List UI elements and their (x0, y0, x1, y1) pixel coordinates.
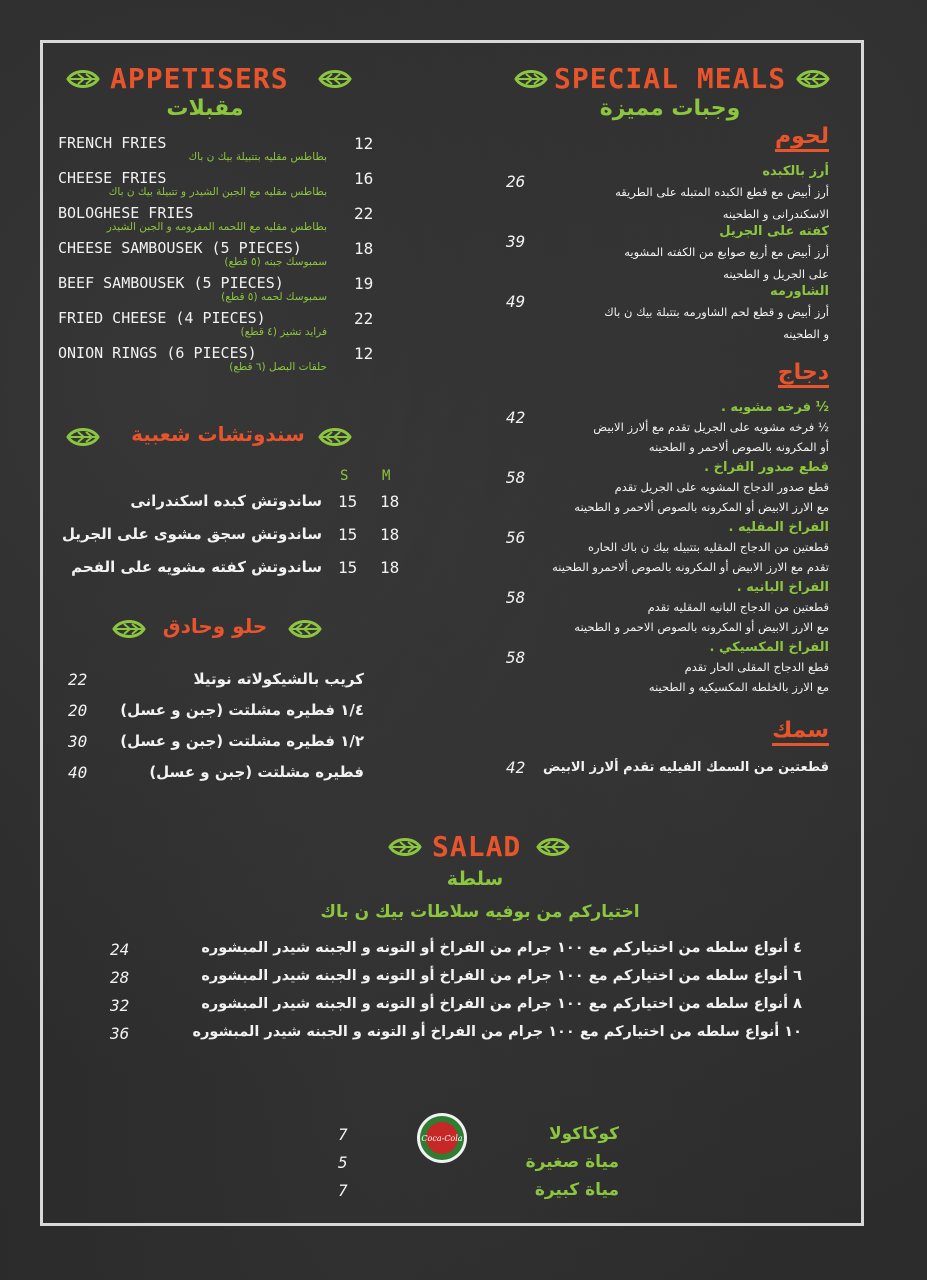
sandwich-name: ساندوتش سجق مشوى على الجريل (62, 525, 322, 543)
desserts-title: حلو وحادق (162, 614, 268, 638)
coca-cola-logo-text: Coca-Cola (421, 1134, 463, 1143)
salad-option: ٨ أنواع سلطه من اختياركم مع ١٠٠ جرام من الفراخ أو التونه و الجبنه شيدر المبشوره (201, 996, 802, 1012)
meal-description: أو المكرونه بالصوص ألاحمر و الطحينه (648, 440, 829, 454)
sandwich-price-m: 18 (380, 525, 400, 544)
leaf-icon (288, 618, 322, 640)
sandwich-price-s: 15 (338, 558, 358, 577)
leaf-icon (388, 836, 422, 858)
appetiser-price: 18 (354, 239, 374, 258)
dessert-name: كريب بالشيكولاته نوتيلا (193, 670, 364, 688)
meal-description: أرز أبيض و قطع لحم الشاورمه بتتبلة بيك ن باك (604, 305, 829, 319)
dessert-name: فطيره مشلتت (جبن و عسل) (149, 763, 364, 781)
appetiser-name: CHEESE SAMBOUSEK (5 PIECES) (58, 239, 302, 257)
meal-title: الشاورمه (770, 284, 829, 299)
appetisers-title-ar: مقبلات (166, 96, 244, 121)
meal-price: 58 (506, 648, 526, 667)
appetiser-price: 19 (354, 274, 374, 293)
drink-name: مياة كبيرة (534, 1180, 619, 1200)
leaf-icon (112, 618, 146, 640)
salad-option: ٦ أنواع سلطه من اختياركم مع ١٠٠ جرام من الفراخ أو التونه و الجبنه شيدر المبشوره (201, 968, 802, 984)
leaf-icon (66, 68, 100, 90)
drink-price: 7 (338, 1125, 348, 1144)
dessert-name: ١/٢ فطيره مشلتت (جبن و عسل) (120, 732, 364, 750)
chicken-heading: دجاج (778, 360, 829, 388)
appetiser-price: 12 (354, 134, 374, 153)
salad-title-ar: سلطة (446, 868, 504, 890)
meal-price: 42 (506, 408, 526, 427)
leaf-icon (796, 68, 830, 90)
meal-description: الاسكندرانى و الطحينه (722, 207, 829, 221)
appetiser-arabic: سمبوسك جبنه (٥ قطع) (224, 256, 327, 268)
leaf-icon (66, 426, 100, 448)
drink-price: 5 (338, 1153, 348, 1172)
coca-cola-logo (416, 1112, 468, 1164)
dessert-price: 20 (68, 701, 88, 720)
meal-price: 58 (506, 468, 526, 487)
appetisers-title-en: APPETISERS (110, 62, 289, 95)
meal-description: ½ فرخه مشويه على الجريل تقدم مع ألارز الابيض (593, 420, 829, 434)
appetiser-price: 22 (354, 204, 374, 223)
drink-name: مياة صغيرة (525, 1152, 619, 1172)
salad-price: 36 (110, 1024, 130, 1043)
salad-price: 32 (110, 996, 130, 1015)
meat-heading: لحوم (775, 124, 829, 152)
meal-title: الفراخ البانيه . (736, 580, 829, 595)
leaf-icon (514, 68, 548, 90)
meal-title: قطع صدور الفراخ . (704, 460, 829, 475)
appetiser-name: FRENCH FRIES (58, 134, 167, 152)
appetiser-price: 12 (354, 344, 374, 363)
appetiser-name: FRIED CHEESE (4 PIECES) (58, 309, 266, 327)
meal-price: 39 (506, 232, 526, 251)
salad-price: 24 (110, 940, 130, 959)
meal-title: ½ فرخه مشويه . (720, 400, 829, 415)
appetiser-arabic: حلقات البصل (٦ قطع) (229, 361, 327, 373)
special-meals-title-en: SPECIAL MEALS (554, 62, 787, 95)
fish-price: 42 (506, 758, 526, 777)
dessert-price: 40 (68, 763, 88, 782)
dessert-price: 30 (68, 732, 88, 751)
special-meals-title-ar: وجبات مميزة (599, 96, 741, 121)
sandwich-price-m: 18 (380, 558, 400, 577)
meal-description: قطعتين من الدجاج البانيه المقليه تقدم (647, 600, 829, 614)
drink-name: كوكاكولا (548, 1124, 619, 1144)
meal-price: 26 (506, 172, 526, 191)
meal-description: قطعتين من الدجاج المقليه بتتبيله بيك ن باك الحاره (588, 540, 829, 554)
col-s-label: S (340, 468, 349, 484)
meal-description: قطع صدور الدجاج المشويه على الجريل تقدم (614, 480, 829, 494)
appetiser-price: 22 (354, 309, 374, 328)
meal-price: 58 (506, 588, 526, 607)
meal-description: على الجريل و الطحينه (723, 267, 829, 281)
sandwich-price-s: 15 (338, 525, 358, 544)
salad-price: 28 (110, 968, 130, 987)
salad-option: ٤ أنواع سلطه من اختياركم مع ١٠٠ جرام من الفراخ أو التونه و الجبنه شيدر المبشوره (201, 940, 802, 956)
meal-title: الفراخ المقليه . (728, 520, 829, 535)
appetiser-name: BOLOGHESE FRIES (58, 204, 194, 222)
sandwich-price-s: 15 (338, 492, 358, 511)
appetiser-name: BEEF SAMBOUSEK (5 PIECES) (58, 274, 284, 292)
meal-description: أرز أبيض مع قطع الكبده المتبله على الطريقه (615, 185, 829, 199)
appetiser-arabic: بطاطس مقليه مع اللحمه المفرومه و الجبن الشيدر (106, 221, 327, 233)
sandwich-name: ساندوتش كبده اسكندرانى (130, 492, 322, 510)
leaf-icon (536, 836, 570, 858)
meal-description: تقدم مع الارز الابيض أو المكرونه بالصوص ألاحمرو الطحينه (552, 560, 829, 574)
appetiser-name: CHEESE FRIES (58, 169, 167, 187)
dessert-name: ١/٤ فطيره مشلتت (جبن و عسل) (120, 701, 364, 719)
sandwiches-title: سندوتشات شعبية (131, 422, 305, 446)
salad-title-en: SALAD (432, 830, 522, 863)
salad-option: ١٠ أنواع سلطه من اختياركم مع ١٠٠ جرام من الفراخ أو التونه و الجبنه شيدر المبشوره (192, 1024, 802, 1040)
drink-price: 7 (338, 1181, 348, 1200)
sandwich-price-m: 18 (380, 492, 400, 511)
meal-description: مع الارز بالخلطه المكسيكيه و الطحينه (648, 680, 829, 694)
appetiser-arabic: سمبوسك لحمه (٥ قطع) (221, 291, 327, 303)
leaf-icon (318, 426, 352, 448)
meal-title: أرز بالكبده (762, 164, 829, 179)
meal-description: مع الارز الابيض أو المكرونه بالصوص ألاحمر و الطحينه (574, 500, 829, 514)
dessert-price: 22 (68, 670, 88, 689)
col-m-label: M (382, 468, 391, 484)
meal-price: 56 (506, 528, 526, 547)
meal-description: قطع الدجاج المقلى الحار تقدم (684, 660, 829, 674)
meal-description: مع الارز الابيض أو المكرونه بالصوص الاحمر و الطحينه (574, 620, 829, 634)
meal-title: كفته على الجريل (719, 224, 829, 239)
meal-description: و الطحينه (783, 327, 829, 341)
appetiser-arabic: بطاطس مقليه مع الجبن الشيدر و تتبيلة بيك ن باك (108, 186, 327, 198)
appetiser-arabic: بطاطس مقليه بتتبيلة بيك ن باك (188, 151, 327, 163)
appetiser-arabic: فرايد تشيز (٤ قطع) (240, 326, 327, 338)
appetiser-name: ONION RINGS (6 PIECES) (58, 344, 257, 362)
leaf-icon (318, 68, 352, 90)
fish-description: قطعتين من السمك الفيليه تقدم ألارز الابيض (542, 760, 829, 775)
fish-heading: سمك (772, 718, 829, 746)
meal-description: أرز أبيض مع أربع صوابع من الكفته المشويه (624, 245, 829, 259)
meal-price: 49 (506, 292, 526, 311)
meal-title: الفراخ المكسيكي . (709, 640, 829, 655)
appetiser-price: 16 (354, 169, 374, 188)
salad-subtitle: اختياركم من بوفيه سلاطات بيك ن باك (320, 902, 640, 922)
sandwich-name: ساندوتش كفته مشويه على الفحم (71, 558, 322, 576)
